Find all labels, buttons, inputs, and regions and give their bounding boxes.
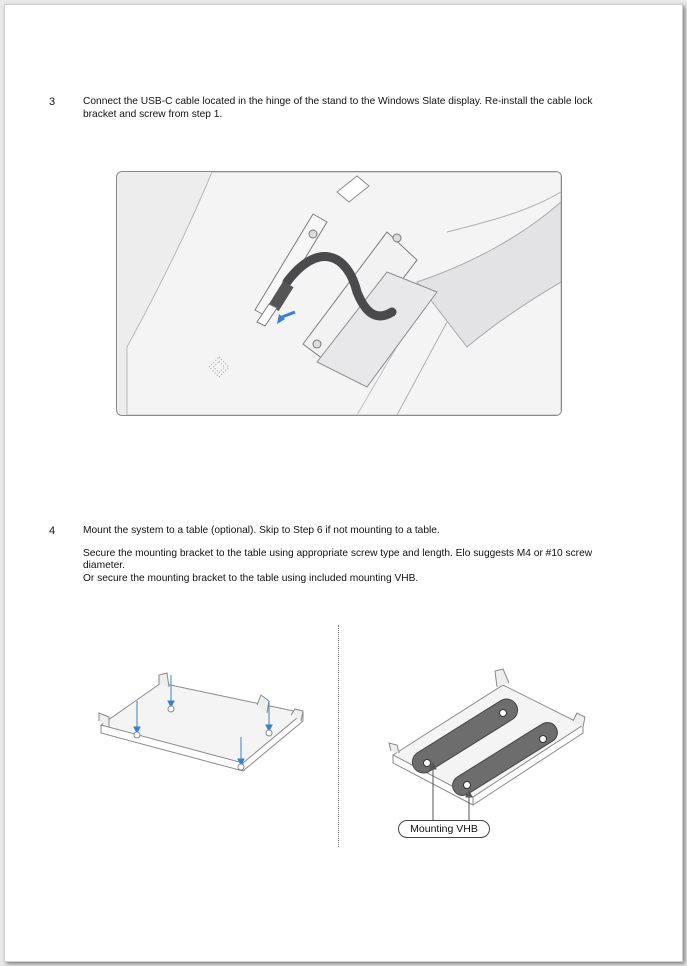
step-4-text	[83, 525, 613, 585]
usb-c-illustration-drawing	[117, 172, 561, 415]
vhb-mount-bracket-illustration	[383, 665, 593, 825]
figure-divider	[338, 625, 339, 847]
step-3-text	[83, 96, 613, 121]
step-4-intro: Mount the system to a table (optional). Skip to Step 6 if not mounting to a table.	[83, 525, 440, 536]
step-3-instruction: Connect the USB-C cable located in the hinge of the stand to the Windows Slate display. Re-install the cable lock bracket and screw from step 1.	[83, 96, 593, 120]
document-page	[4, 4, 683, 962]
step-4-number: 4	[49, 525, 56, 537]
mounting-vhb-label: Mounting VHB	[398, 820, 490, 838]
screw-mount-bracket-illustration	[91, 665, 311, 785]
usb-c-connection-illustration	[116, 171, 562, 416]
step-4-details: Secure the mounting bracket to the table using appropriate screw type and length. Elo suggests M4 or #10 screw diameter.	[83, 547, 593, 571]
step-4-alternative: Or secure the mounting bracket to the table using included mounting VHB.	[83, 572, 419, 584]
step-3-number: 3	[49, 96, 56, 108]
